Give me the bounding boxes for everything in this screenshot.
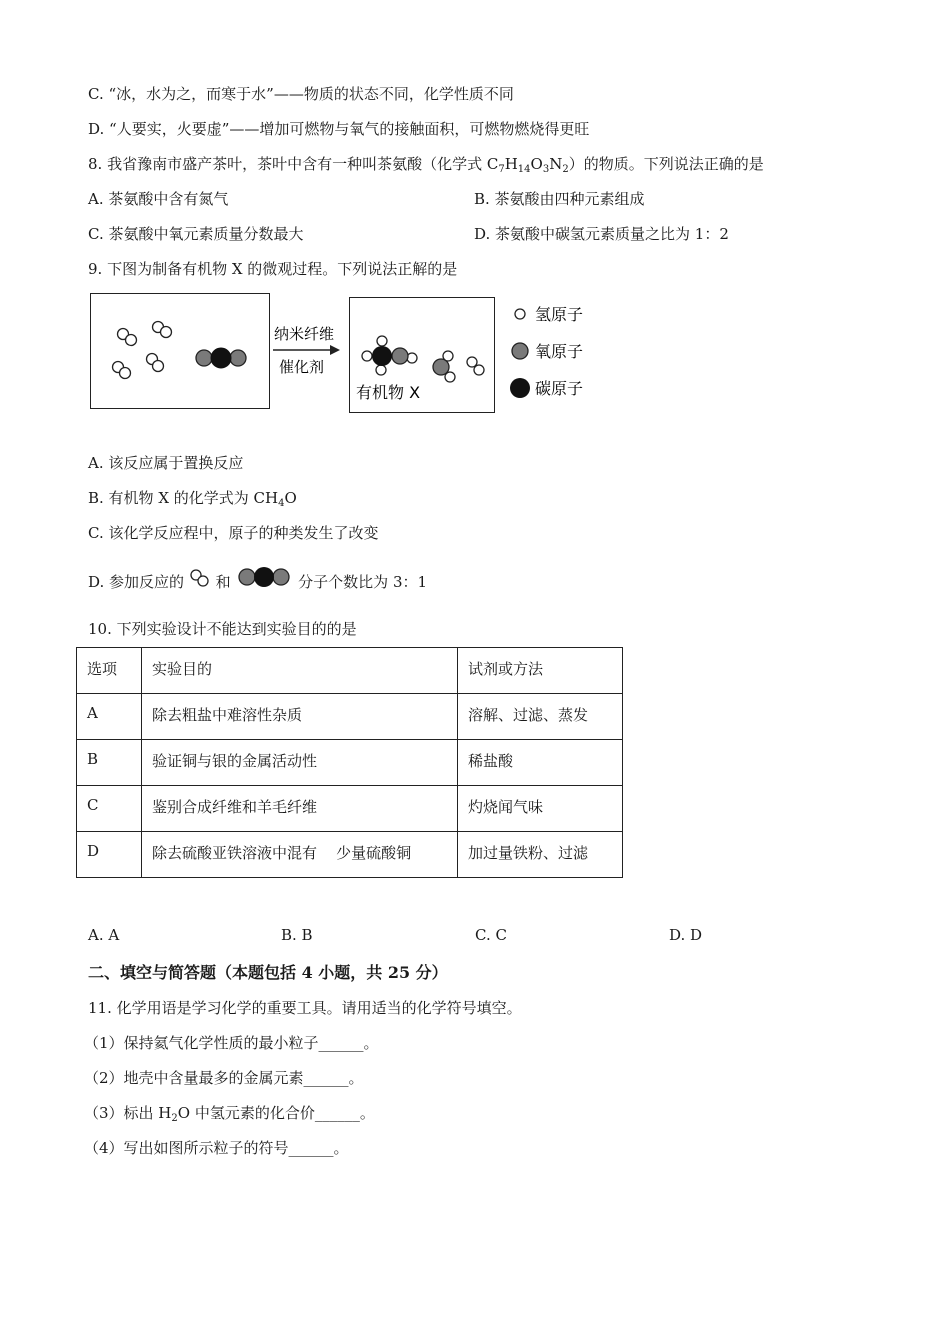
q8-option-a: A. 茶氨酸中含有氮气 bbox=[88, 190, 229, 208]
experiment-table bbox=[76, 647, 623, 878]
table-cell: 鉴别合成纤维和羊毛纤维 bbox=[142, 786, 458, 832]
reactants-box bbox=[90, 293, 270, 409]
legend-carbon: 碳原子 bbox=[535, 379, 584, 398]
products-box bbox=[349, 297, 495, 413]
table-header: 选项 bbox=[77, 648, 142, 694]
table-row bbox=[77, 740, 623, 786]
q9-option-d: D. 参加反应的 和 分子个数比为 3：1 bbox=[88, 567, 427, 592]
q8-stem: 8. 我省豫南市盛产茶叶，茶叶中含有一种叫茶氨酸（化学式 $C_7H_{14}O_3N_2$）的物质。下列说法正确的是 bbox=[88, 155, 764, 175]
legend-hydrogen: 氢原子 bbox=[535, 305, 584, 324]
carbon-legend-icon bbox=[510, 378, 530, 398]
q11-part-1: （1）保持氦气化学性质的最小粒子______。 bbox=[84, 1034, 379, 1052]
section-title: 二、填空与简答题（本题包括 4 小题，共 25 分） bbox=[88, 963, 448, 982]
q10-option-b: B. B bbox=[281, 926, 313, 944]
q11-part-4: （4）写出如图所示粒子的符号______。 bbox=[84, 1139, 349, 1157]
table-cell: 稀盐酸 bbox=[458, 740, 623, 786]
product-molecules bbox=[350, 298, 494, 412]
table-header: 试剂或方法 bbox=[458, 648, 623, 694]
table-row bbox=[77, 694, 623, 740]
q8-option-b: B. 茶氨酸由四种元素组成 bbox=[474, 190, 645, 208]
q8-option-c: C. 茶氨酸中氧元素质量分数最大 bbox=[88, 225, 304, 243]
legend-oxygen: 氧原子 bbox=[535, 342, 584, 361]
table-cell: 加过量铁粉、过滤 bbox=[458, 832, 623, 878]
hydrogen-molecule-icon bbox=[189, 569, 211, 589]
oxygen-legend-icon bbox=[512, 343, 528, 359]
table-cell: B bbox=[77, 740, 142, 786]
table-cell: 验证铜与银的金属活动性 bbox=[142, 740, 458, 786]
atom-legend bbox=[508, 298, 608, 408]
q9-option-b: B. 有机物 X 的化学式为 $CH_4O$ bbox=[88, 489, 297, 509]
arrow-condition-top: 纳米纤维 bbox=[274, 325, 335, 343]
table-row bbox=[77, 832, 623, 878]
q10-option-d: D. D bbox=[669, 926, 703, 944]
table-cell: D bbox=[77, 832, 142, 878]
table-cell: 灼烧闻气味 bbox=[458, 786, 623, 832]
table-cell: C bbox=[77, 786, 142, 832]
q9-stem: 9. 下图为制备有机物 X 的微观过程。下列说法正解的是 bbox=[88, 260, 458, 278]
reaction-arrow bbox=[270, 322, 350, 382]
table-cell: 除去粗盐中难溶性杂质 bbox=[142, 694, 458, 740]
table-cell: 除去硫酸亚铁溶液中混有 少量硫酸铜 bbox=[142, 832, 458, 878]
q7-option-d: D. “人要实，火要虚”——增加可燃物与氧气的接触面积，可燃物燃烧得更旺 bbox=[88, 120, 590, 138]
table-header: 实验目的 bbox=[142, 648, 458, 694]
q9-option-c: C. 该化学反应程中，原子的种类发生了改变 bbox=[88, 524, 379, 542]
q10-option-c: C. C bbox=[475, 926, 507, 944]
arrow-condition-bottom: 催化剂 bbox=[279, 358, 325, 376]
q10-stem: 10. 下列实验设计不能达到实验目的的是 bbox=[88, 620, 357, 638]
q11-part-2: （2）地壳中含量最多的金属元素______。 bbox=[84, 1069, 364, 1087]
table-cell: 溶解、过滤、蒸发 bbox=[458, 694, 623, 740]
q7-option-c: C. “冰，水为之，而寒于水”——物质的状态不同，化学性质不同 bbox=[88, 85, 514, 103]
q11-part-3: （3）标出 $H_2O$ 中氢元素的化合价______。 bbox=[84, 1104, 375, 1124]
q8-option-d: D. 茶氨酸中碳氢元素质量之比为 1：2 bbox=[474, 225, 729, 243]
reactant-molecules bbox=[91, 294, 269, 408]
q10-option-a: A. A bbox=[88, 926, 120, 944]
table-cell: A bbox=[77, 694, 142, 740]
q11-stem: 11. 化学用语是学习化学的重要工具。请用适当的化学符号填空。 bbox=[88, 999, 522, 1017]
q9-option-a: A. 该反应属于置换反应 bbox=[88, 454, 244, 472]
hydrogen-legend-icon bbox=[515, 309, 525, 319]
product-label: 有机物 X bbox=[356, 383, 421, 402]
table-row bbox=[77, 786, 623, 832]
carbon-dioxide-molecule-icon bbox=[235, 567, 293, 591]
table-header-row bbox=[77, 648, 623, 694]
